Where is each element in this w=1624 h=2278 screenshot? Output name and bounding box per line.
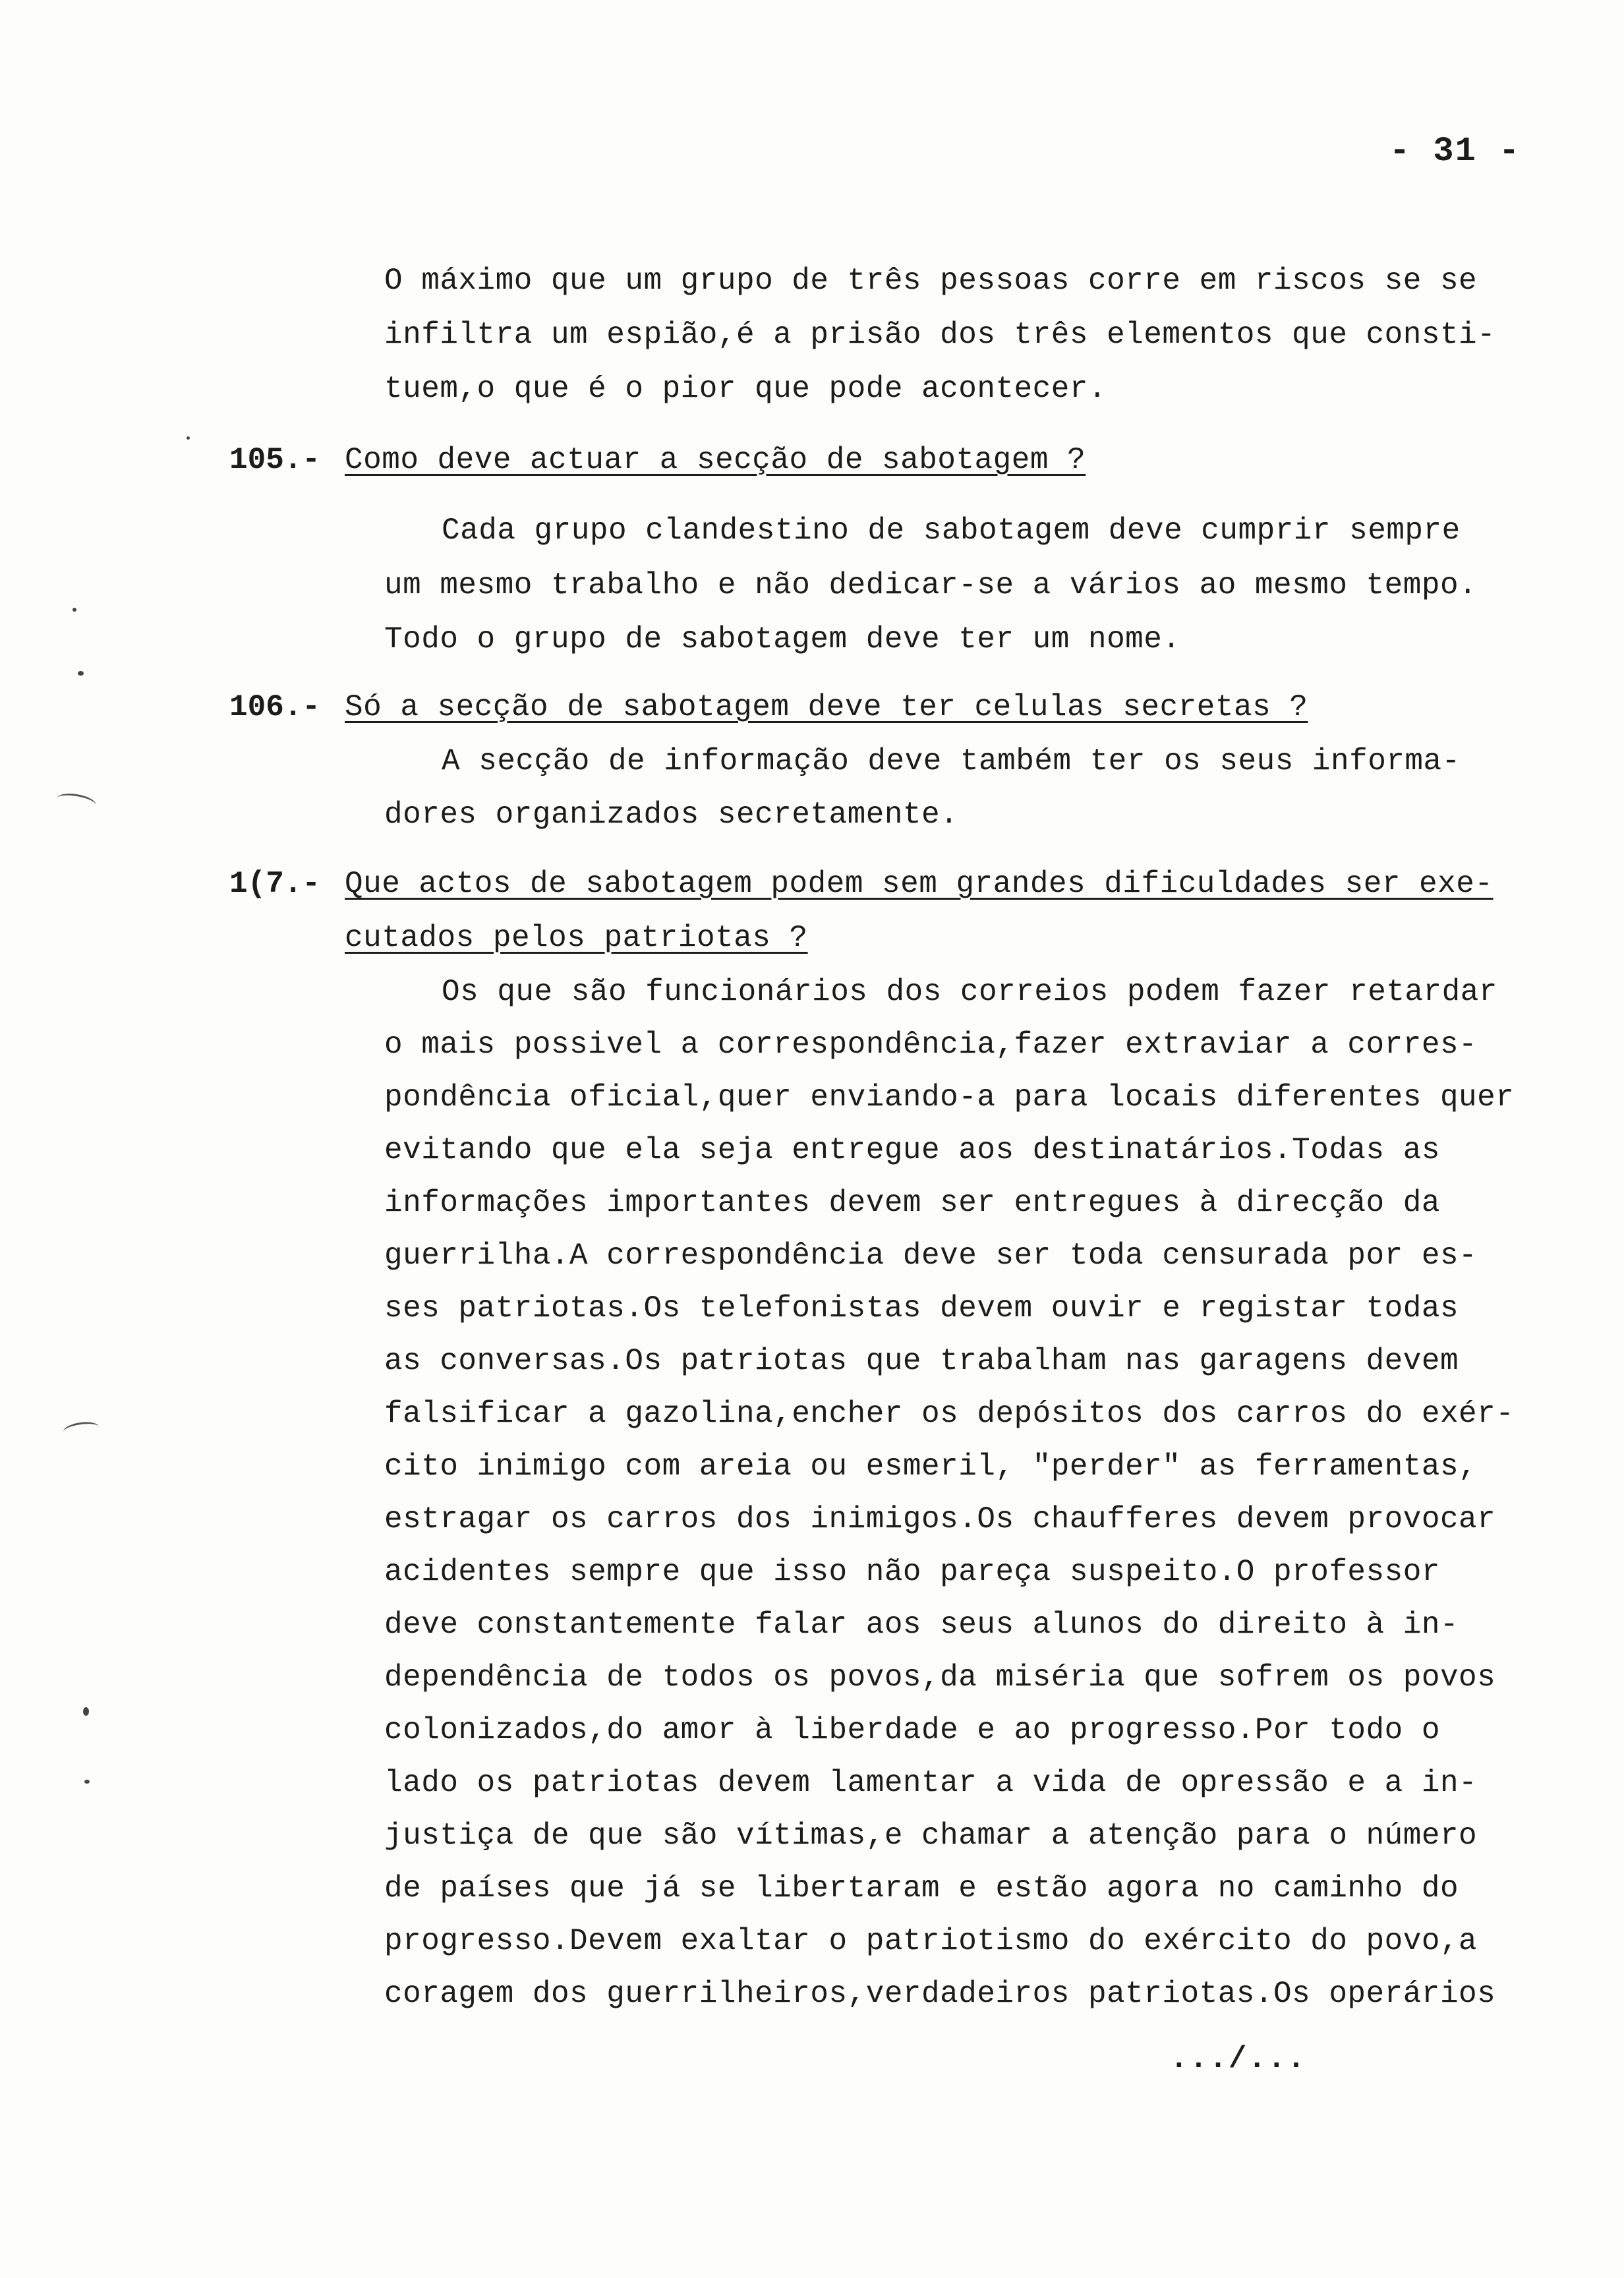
answer-line: pondência oficial,quer enviando-a para locais diferentes quer <box>384 1080 1515 1115</box>
answer-line: colonizados,do amor à liberdade e ao progresso.Por todo o <box>384 1713 1440 1747</box>
answer-line: Todo o grupo de sabotagem deve ter um nome. <box>384 622 1181 657</box>
answer-line: A secção de informação deve também ter os seus informa- <box>442 744 1461 778</box>
item-number: 106.- <box>229 690 321 724</box>
scan-speck <box>187 436 190 440</box>
continuation-marker: .../... <box>1170 2042 1307 2076</box>
answer-line: Cada grupo clandestino de sabotagem deve cumprir sempre <box>442 513 1461 548</box>
answer-line: progresso.Devem exaltar o patriotismo do exército do povo,a <box>384 1924 1478 1958</box>
answer-line: estragar os carros dos inimigos.Os chaufferes devem provocar <box>384 1502 1496 1536</box>
answer-line: informações importantes devem ser entregues à direcção da <box>384 1186 1440 1220</box>
scan-speck <box>84 1780 90 1784</box>
item-number: 1(7.- <box>229 867 321 901</box>
answer-line: lado os patriotas devem lamentar a vida de opressão e a in- <box>384 1766 1478 1800</box>
answer-line: justiça de que são vítimas,e chamar a atenção para o número <box>384 1819 1478 1853</box>
scan-speck <box>78 671 84 676</box>
answer-line: dependência de todos os povos,da miséria que sofrem os povos <box>384 1660 1496 1695</box>
scan-mark <box>63 1420 100 1438</box>
text-line: infiltra um espião,é a prisão dos três elementos que consti- <box>384 318 1496 352</box>
answer-line: dores organizados secretamente. <box>384 798 959 832</box>
item-number: 105.- <box>229 443 321 477</box>
scan-speck <box>83 1707 89 1716</box>
answer-line: um mesmo trabalho e não dedicar-se a vários ao mesmo tempo. <box>384 568 1478 602</box>
page-number: - 31 - <box>1389 132 1521 171</box>
answer-line: ses patriotas.Os telefonistas devem ouvir e registar todas <box>384 1291 1459 1326</box>
answer-line: acidentes sempre que isso não pareça suspeito.O professor <box>384 1555 1440 1589</box>
question-line: Que actos de sabotagem podem sem grandes dificuldades ser exe- <box>345 867 1494 901</box>
answer-line: o mais possivel a correspondência,fazer extraviar a corres- <box>384 1028 1478 1062</box>
answer-line: deve constantemente falar aos seus alunos do direito à in- <box>384 1608 1459 1642</box>
answer-line: guerrilha.A correspondência deve ser toda censurada por es- <box>384 1239 1478 1273</box>
question-line: Como deve actuar a secção de sabotagem ? <box>345 443 1086 477</box>
scan-speck <box>72 608 76 612</box>
answer-line: de países que já se libertaram e estão agora no caminho do <box>384 1871 1459 1906</box>
answer-line: evitando que ela seja entregue aos destinatários.Todas as <box>384 1133 1440 1167</box>
text-line: tuem,o que é o pior que pode acontecer. <box>384 372 1107 406</box>
question-line: cutados pelos patriotas ? <box>345 921 808 955</box>
answer-line: coragem dos guerrilheiros,verdadeiros patriotas.Os operários <box>384 1977 1496 2011</box>
answer-line: cito inimigo com areia ou esmeril, "perder" as ferramentas, <box>384 1449 1478 1484</box>
answer-line: Os que são funcionários dos correios podem fazer retardar <box>442 975 1497 1009</box>
question-line: Só a secção de sabotagem deve ter celulas secretas ? <box>345 690 1308 724</box>
scan-mark <box>55 791 97 813</box>
answer-line: as conversas.Os patriotas que trabalham nas garagens devem <box>384 1344 1459 1378</box>
text-line: O máximo que um grupo de três pessoas corre em riscos se se <box>384 264 1478 298</box>
answer-line: falsificar a gazolina,encher os depósitos dos carros do exér- <box>384 1397 1515 1431</box>
